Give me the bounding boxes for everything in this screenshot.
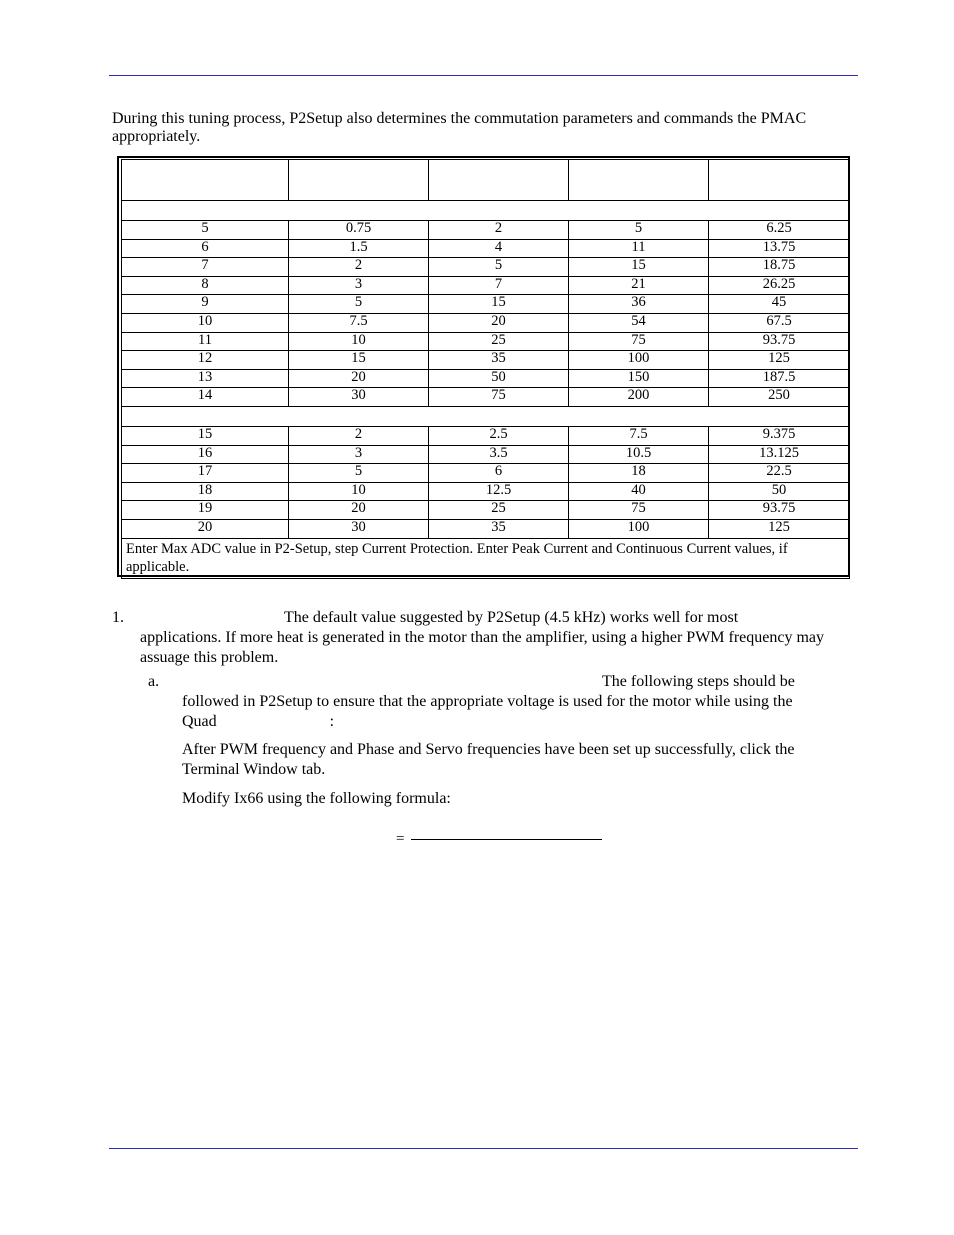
table-cell: 11 (569, 239, 709, 258)
substep-letter-a: a. (148, 673, 160, 690)
table-cell: 22.5 (709, 464, 850, 483)
table-cell: 15 (429, 295, 569, 314)
table-row (122, 519, 850, 538)
table-cell: 40 (569, 482, 709, 501)
table-cell: 54 (569, 313, 709, 332)
table-cell: 25 (429, 332, 569, 351)
table-cell: 0.75 (289, 221, 429, 240)
table-cell: 10 (122, 313, 289, 332)
table-row (122, 313, 850, 332)
table-row (122, 369, 850, 388)
table-cell: 50 (709, 482, 850, 501)
table-cell: 6 (122, 239, 289, 258)
table-cell: 2 (289, 426, 429, 445)
table-cell: 5 (122, 221, 289, 240)
table-note-row (122, 538, 850, 578)
table-cell: 200 (569, 388, 709, 407)
table-cell: 5 (429, 258, 569, 277)
table-cell: 16 (122, 445, 289, 464)
table-cell: 100 (569, 351, 709, 370)
substep-a-text (182, 672, 845, 732)
table-cell: 15 (122, 426, 289, 445)
table-row (122, 332, 850, 351)
table-cell: 45 (709, 295, 850, 314)
table-row (122, 388, 850, 407)
table-row (122, 295, 850, 314)
table-row (122, 239, 850, 258)
table-row (122, 501, 850, 520)
formula-equals: = (396, 831, 405, 847)
current-table-grid (121, 159, 850, 579)
table-cell: 93.75 (709, 332, 850, 351)
table-cell: 3 (289, 276, 429, 295)
table-cell: 2.5 (429, 426, 569, 445)
section-label-1 (122, 201, 850, 221)
table-cell: 18.75 (709, 258, 850, 277)
terminal-window-paragraph: After PWM frequency and Phase and Servo frequencies have been set up successfully, click the Terminal Window tab. (182, 741, 795, 778)
table-cell: 187.5 (709, 369, 850, 388)
table-cell: 19 (122, 501, 289, 520)
table-cell: 150 (569, 369, 709, 388)
table-cell: 67.5 (709, 313, 850, 332)
table-cell: 4 (429, 239, 569, 258)
table-cell: 21 (569, 276, 709, 295)
table-cell: 2 (289, 258, 429, 277)
table-cell: 30 (289, 519, 429, 538)
table-cell: 13 (122, 369, 289, 388)
table-row (122, 221, 850, 240)
table-cell: 93.75 (709, 501, 850, 520)
table-row (122, 426, 850, 445)
substep-a-mid: followed in P2Setup to ensure that the appropriate voltage is used for the motor while using the (182, 693, 793, 710)
table-cell: 125 (709, 351, 850, 370)
section-row-1 (122, 201, 850, 221)
table-row (122, 351, 850, 370)
header-cell (289, 160, 429, 201)
table-cell: 26.25 (709, 276, 850, 295)
step-1-line1: The default value suggested by P2Setup (4.5 kHz) works well for most (284, 609, 739, 626)
table-cell: 35 (429, 351, 569, 370)
table-cell: 12 (122, 351, 289, 370)
table-cell: 18 (122, 482, 289, 501)
table-cell: 15 (289, 351, 429, 370)
section-label-2 (122, 406, 850, 426)
header-cell (569, 160, 709, 201)
table-cell: 20 (122, 519, 289, 538)
table-cell: 36 (569, 295, 709, 314)
footer-rule (109, 1148, 858, 1149)
table-cell: 5 (289, 295, 429, 314)
modify-ix66-paragraph: Modify Ix66 using the following formula: (182, 790, 451, 807)
table-cell: 5 (289, 464, 429, 483)
table-row (122, 276, 850, 295)
table-cell: 5 (569, 221, 709, 240)
table-cell: 20 (289, 369, 429, 388)
table-cell: 50 (429, 369, 569, 388)
table-cell: 7 (122, 258, 289, 277)
header-cell (429, 160, 569, 201)
formula-fraction-bar (411, 839, 602, 840)
table-header-row (122, 160, 850, 201)
table-cell: 20 (429, 313, 569, 332)
table-row (122, 258, 850, 277)
table-cell: 18 (569, 464, 709, 483)
table-cell: 11 (122, 332, 289, 351)
table-row (122, 445, 850, 464)
section-row-2 (122, 406, 850, 426)
table-cell: 14 (122, 388, 289, 407)
header-cell (709, 160, 850, 201)
table-cell: 10 (289, 482, 429, 501)
table-cell: 75 (569, 501, 709, 520)
table-cell: 17 (122, 464, 289, 483)
intro-paragraph: During this tuning process, P2Setup also determines the commutation parameters and commands the PMAC appropriately. (112, 110, 807, 145)
table-cell: 250 (709, 388, 850, 407)
table-cell: 9.375 (709, 426, 850, 445)
table-cell: 2 (429, 221, 569, 240)
step-1-text (140, 608, 845, 668)
table-cell: 35 (429, 519, 569, 538)
header-rule (109, 75, 858, 76)
step-number-1: 1. (112, 609, 124, 626)
table-cell: 100 (569, 519, 709, 538)
table-cell: 125 (709, 519, 850, 538)
substep-a-colon: : (329, 713, 335, 730)
table-cell: 9 (122, 295, 289, 314)
table-cell: 7 (429, 276, 569, 295)
table-cell: 25 (429, 501, 569, 520)
table-cell: 3 (289, 445, 429, 464)
substep-a-quad: Quad (182, 713, 217, 730)
table-cell: 7.5 (569, 426, 709, 445)
header-cell (122, 160, 289, 201)
table-row (122, 482, 850, 501)
table-cell: 6 (429, 464, 569, 483)
table-cell: 6.25 (709, 221, 850, 240)
ix66-formula (396, 830, 404, 848)
table-cell: 7.5 (289, 313, 429, 332)
table-cell: 8 (122, 276, 289, 295)
step-1-rest: applications. If more heat is generated in the motor than the amplifier, using a higher PWM frequency may assuage this problem. (140, 629, 825, 666)
table-cell: 30 (289, 388, 429, 407)
table-cell: 13.75 (709, 239, 850, 258)
table-cell: 12.5 (429, 482, 569, 501)
table-cell: 10 (289, 332, 429, 351)
table-cell: 10.5 (569, 445, 709, 464)
table-row (122, 464, 850, 483)
table-cell: 20 (289, 501, 429, 520)
amplifier-current-table (117, 156, 850, 577)
substep-a-line1: The following steps should be (602, 673, 795, 690)
table-cell: 3.5 (429, 445, 569, 464)
table-cell: 1.5 (289, 239, 429, 258)
table-cell: 75 (429, 388, 569, 407)
table-cell: 15 (569, 258, 709, 277)
table-note: Enter Max ADC value in P2-Setup, step Current Protection. Enter Peak Current and Continuous Current values, if applicable. (122, 538, 850, 578)
table-cell: 13.125 (709, 445, 850, 464)
table-cell: 75 (569, 332, 709, 351)
